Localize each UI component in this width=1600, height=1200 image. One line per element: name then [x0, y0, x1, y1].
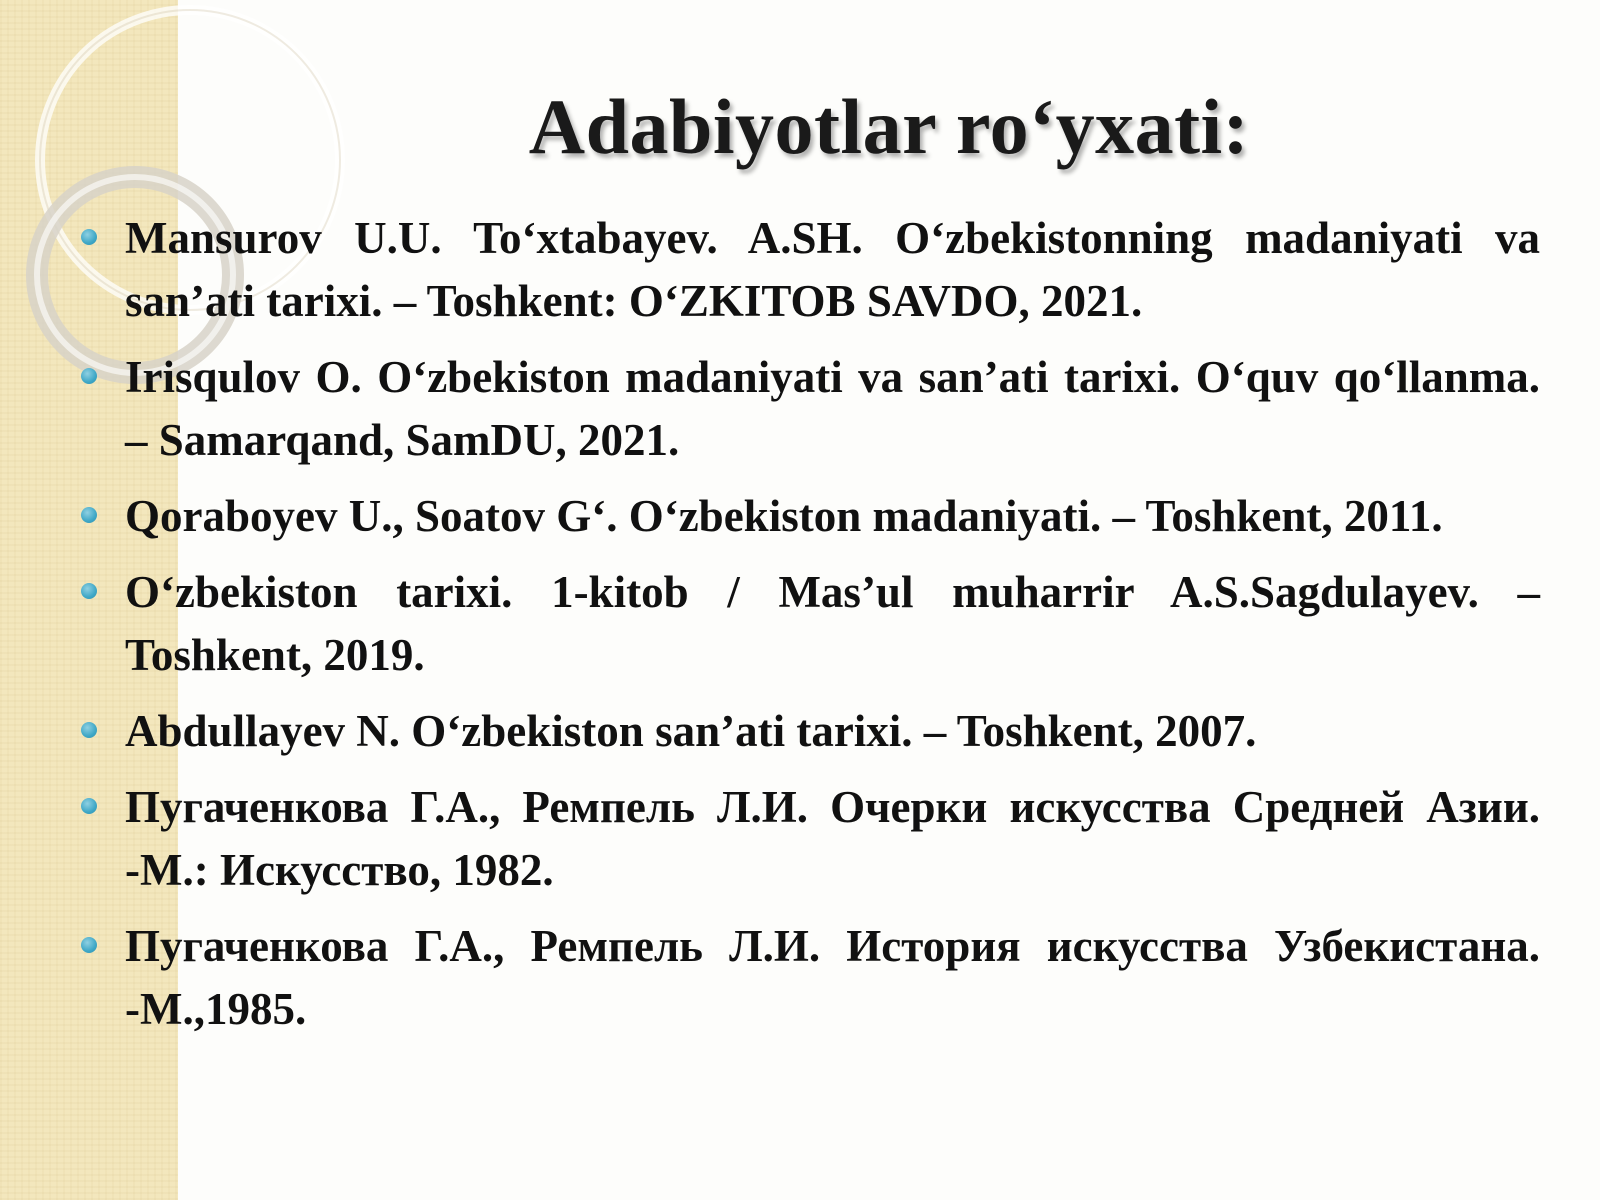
list-item [125, 207, 1540, 333]
list-item [125, 776, 1540, 902]
list-item [125, 346, 1540, 472]
list-item [125, 561, 1540, 687]
disc-bullet-icon [81, 507, 97, 523]
slide-title: Adabiyotlar ro‘yxati: [528, 83, 1250, 170]
list-item [125, 700, 1540, 763]
reference-text: Пугаченкова Г.А., Ремпель Л.И. Очерки искусства Средней Азии. -М.: Искусство, 1982. [125, 782, 1540, 895]
reference-text: Qoraboyev U., Soatov G‘. O‘zbekiston madaniyati. – Toshkent, 2011. [125, 491, 1443, 541]
disc-bullet-icon [81, 937, 97, 953]
disc-bullet-icon [81, 722, 97, 738]
reference-list [0, 207, 1540, 1054]
disc-bullet-icon [81, 368, 97, 384]
reference-text: O‘zbekiston tarixi. 1-kitob / Mas’ul muharrir A.S.Sagdulayev. – Toshkent, 2019. [125, 567, 1540, 680]
reference-text: Abdullayev N. O‘zbekiston san’ati tarixi. – Toshkent, 2007. [125, 706, 1257, 756]
reference-text: Irisqulov O. O‘zbekiston madaniyati va san’ati tarixi. O‘quv qo‘llanma. – Samarqand, SamDU, 2021. [125, 352, 1540, 465]
list-item [125, 915, 1540, 1041]
disc-bullet-icon [81, 798, 97, 814]
disc-bullet-icon [81, 583, 97, 599]
reference-text: Mansurov U.U. To‘xtabayev. A.SH. O‘zbekistonning madaniyati va san’ati tarixi. – Toshkent: O‘ZKITOB SAVDO, 2021. [125, 213, 1540, 326]
disc-bullet-icon [81, 229, 97, 245]
reference-text: Пугаченкова Г.А., Ремпель Л.И. История искусства Узбекистана. -М.,1985. [125, 921, 1540, 1034]
list-item [125, 485, 1540, 548]
